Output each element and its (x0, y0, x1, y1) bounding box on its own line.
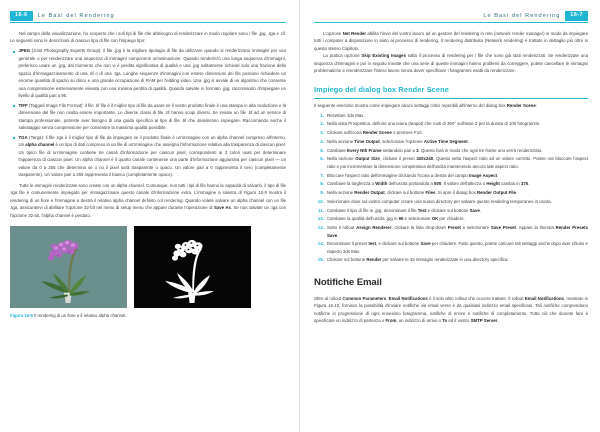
left-head-row (10, 11, 115, 21)
step-text: Cambiare la qualità dell'uscita .jpg in 95 e selezionare OK per chiudere. (327, 216, 465, 222)
step-number: 6. (320, 156, 324, 162)
running-head-title-left: Le Basi del Rendering (37, 12, 115, 19)
head-rule-left (10, 22, 286, 23)
figure-caption (10, 313, 286, 318)
right-head-row (483, 11, 588, 21)
bullet-text-tiff: (Tagged Image File Format): il file .tif file è il miglior tipo di file da usare se il vostro prodotto finale è una stampa in alta risoluzione e la dimensione del file non risulta essere importante. Le diverse classi di file .tif hanno scopi diversi. Se inviate un file .tif ad un service di stampa professionale, potreste aver bisogno di una guida specifica al tipo di file .tif che desiderano impiegare. Raccomando anche il salvataggio senza compressione per consentire la massima qualità possibile. (18, 102, 286, 131)
step-text: Cambiare la larghezza o Width dell'uscita portandola a 500. Il valore dell'altezza o Height cambia in 375. (327, 181, 530, 187)
bullet-item-jpeg (10, 47, 286, 99)
step-text: Cambiare il tipo di file in .jpg, denominare il file Test e clickare sul bottone Save. (327, 207, 481, 213)
step-number: 7. (320, 172, 324, 178)
right-running-head (314, 0, 588, 30)
net-render-paragraph: L'opzione Net Render abilita l'invio del vostro lavoro ad un gestore del rendering in rete (network render manager) in modo da impiegare tutti i computer a disposizione in aiuto al processo di rendering. Il rendering distribuito (Network rendering) è trattato in dettaglio più oltre in questo stesso Capitolo. (314, 31, 588, 51)
step-item (314, 112, 588, 119)
bullet-item-tga (10, 134, 286, 179)
step-item (314, 147, 588, 154)
step-item (314, 120, 588, 127)
step-item (314, 129, 588, 136)
step-number: 12. (317, 216, 324, 222)
figure-caption-text: Il rendering di un fiore e il relativo alpha channel. (32, 312, 127, 318)
step-item (314, 207, 588, 214)
bullet-text-jpeg: (Joint Photography Experts Group): il file .jpg è la migliore tipologia di file da utilizzare quando si renderizzano immagini per uso generale o per renderizzare una sequenza di immagini componenti un'animazione. Quando renderizzo una lunga sequenza d'immagini, preferisco usare un .jpg, dal momento che non vi è perdita significativa di qualità e una .jpg solitamente richiede solo una frazione dello spazio d'immagazzinamento di una .tif o di una .tga. Lunghe sequenze d'immagini con estese dimensioni dei file possono richiedere un enorme quantità di spazio su disco e una grande occupazione di RAM per l'editing video. Una .jpg si avvale di un algoritmo che consente una compressione estremamente elevata con una minima perdita di qualità. Quando salvate in formato .jpg, raccomando d'impiegare un livello di qualità pari a 95. (18, 48, 286, 99)
step-item (314, 256, 588, 263)
step-number: 13. (317, 225, 324, 231)
step-item (314, 240, 588, 255)
step-number: 5. (320, 147, 324, 153)
email-notifications-paragraph: Oltre al rollout Common Parameters, Email Notifications è il solo altro rollout che occorre trattare. Il rollout Email Notifications, mostrato in Figura 16-10, fornisce la possibilità d'inviare notifiche via email verso e da qualsiasi indirizzo email specificato. Tali notifiche comprendono notifiche in progressione di ogni ennesimo fotogramma, notifiche di errore e notifiche di completamento. Tutto ciò che dovrete fare è specificare un indirizzo di partenza o From, un indirizzo di arrivo o To ed il vostro SMTP Server. (314, 295, 588, 324)
section-heading-notifiche-email: Notifiche Email (314, 276, 382, 288)
step-text: Cambiare Every Nth Frame settandolo pari a 3. Questo farà in modo che ogni tre frame uno verrà renderizzato. (327, 147, 543, 153)
bullet-term-tga: TGA (18, 134, 28, 140)
step-item (314, 180, 588, 187)
skip-existing-images-paragraph: La pratica opzione Skip Existing Images salta il processo di rendering per i file che sono già stati renderizzati. Se renderizzate una sequenza d'immagini e poi in seguito trovate che una serie di queste immagini hanno problemi da correggere, potete cancellare le immagini problematiche e rirenderizzare l'intero lavoro senza dover specificare i fotogrammi esatti da renderizzare. (314, 53, 588, 74)
head-rule-right (314, 22, 588, 23)
figure-label: Figura 16-9 (10, 312, 33, 318)
step-text: Sotto il rollout Assign Renderer, clickare la lista drop-down Preset e selezionare Save Preset. Appare la finestra Render Presets Save. (327, 225, 588, 238)
right-page (300, 0, 600, 432)
step-text: Nella sezione Render Output, clickare sul bottone Files. Si apre il dialog box Render Output File. (327, 190, 518, 196)
bullet-text-tga: (Targa): il file .tga è il miglior tipo di file da impiegare se il prodotto finale è un'immagine con un alpha channel compreso all'interno. Un alpha channel è un tipo di dati compreso in un file di un'immagine che assegna l'informazione relativa alla trasparenza di ciascun pixel. Un tipico file di un'immagine contiene tre canali d'informazione per ciascun pixel, corrispondenti ai 3 colori usati per determinare l'apparenza di ciascun pixel. Un alpha channel è il quarto canale contenente una parte d'informazione aggiuntiva per ciascun pixel — un valore da 0 a 255 che determina se o no il pixel sarà trasparente o opaco. Un valore pari a 0 rappresenta il nero (completamente trasparente). Un valore pari a 255 rappresenta il bianco (completamente opaco). (18, 134, 286, 178)
render-scene-steps-list (314, 112, 588, 264)
orchid-render-svg (10, 226, 127, 308)
bullet-term-jpeg: JPEG (18, 48, 31, 54)
step-number: 8. (320, 181, 324, 187)
orchid-alpha-channel-image (134, 226, 251, 308)
step-item (314, 155, 588, 170)
step-text: Clickare sul bottone Render per salvare le 33 immagini renderizzate in una directory specifica. (327, 257, 509, 263)
step-number: 11. (317, 207, 324, 213)
step-number: 10. (317, 198, 324, 204)
step-item (314, 224, 588, 239)
section-intro-paragraph: Il seguente esercizio mostra come impiegare alcuni settaggi critici reperibili all'interno del dialog box Render Scene: (314, 103, 537, 109)
step-item (314, 215, 588, 222)
step-number: 3. (320, 130, 324, 136)
page-folio-right: 16-7 (565, 11, 588, 21)
step-text: Resettare 3ds Max. (327, 112, 365, 118)
step-item (314, 172, 588, 179)
file-type-bullet-list (10, 47, 286, 178)
figure-16-9 (10, 226, 286, 318)
step-text: Nella sezione Output Size, clickare il preset 320x240. Questo setta l'aspect ratio ad un valore corretto. Potete ora bloccare l'aspect ratio e poi incrementare la dimensione complessiva dell'uscita mantenendo ancora tale aspect ratio. (327, 156, 588, 169)
step-text: Nella sezione Time Output, selezionare l'opzione Active Time Segment. (327, 138, 469, 144)
orchid-render-image (10, 226, 127, 308)
running-head-title-right: Le Basi del Rendering (483, 12, 561, 19)
step-number: 15. (317, 257, 324, 263)
step-item (314, 198, 588, 205)
step-text: Selezionare dove sul vostro computer creare una nuova directory per salvare questo rendering temporaneo in uscita. (327, 198, 552, 204)
step-number: 14. (317, 241, 324, 247)
step-text: Clickare sull'icona Render Scene o premere F10. (327, 130, 423, 136)
figure-images (10, 226, 286, 308)
closing-paragraph: Tutte le immagini renderizzate sono create con un alpha channel. Comunque, non tutti i tipi di file hanno la capacità di salvarlo, il tipo di file .tga file è comunemente impiegato per immagazzinare questo canale d'informazione extra. L'immagine a sinistra di Figura 16-9 mostra il rendering di un fiore e l'immagine a destra il relativo alpha channel definito col rendering. Quando volete salvare un alpha channel con un file .tga, assicuratevi di abilitare l'opzione 32-bit nel menu di setup menu che appare durante l'operazione di Save As. Se non salvate un .tga con l'opzione 32-bit, l'alpha channel è perduto. (10, 182, 287, 218)
bullet-item-tiff (10, 102, 286, 132)
step-text: Denominare il preset test, e clickare sul bottone Save per chiudere. Fatto questo, potete caricare tali settaggi anche dopo aver chiuso e riaperto 3ds Max. (327, 241, 588, 254)
intro-paragraph: Nel campo della visualizzazione, ho scoperto che i soli tipi di file che abbisogno di renderizzare in modo regolare sono i file .jpg, .tga e .tif. Le seguenti sono le descrizioni di ciascun tipo di file con l'impiego tipo: (10, 31, 286, 44)
bullet-term-tiff: TIFF (18, 102, 28, 108)
step-text: Nella vista Prospettica, definire una teiera (teapot) che ruoti di 360° sull'asse Z per la durata di 100 fotogrammi. (327, 121, 541, 127)
step-number: 1. (320, 112, 324, 118)
step-text: Bloccare l'aspect ratio dell'immagine clickando l'icona a destra del campo Image Aspect. (327, 172, 499, 178)
left-column-body (10, 30, 286, 219)
page-folio-left: 16-6 (10, 11, 33, 21)
step-number: 2. (320, 121, 324, 127)
orchid-alpha-svg (134, 226, 251, 308)
left-running-head (10, 0, 286, 30)
step-item (314, 189, 588, 196)
step-number: 9. (320, 190, 324, 196)
section-heading-render-scene: Impiego del dialog box Render Scene (314, 84, 588, 99)
right-column-body (314, 30, 588, 325)
step-item (314, 138, 588, 145)
step-number: 4. (320, 138, 324, 144)
